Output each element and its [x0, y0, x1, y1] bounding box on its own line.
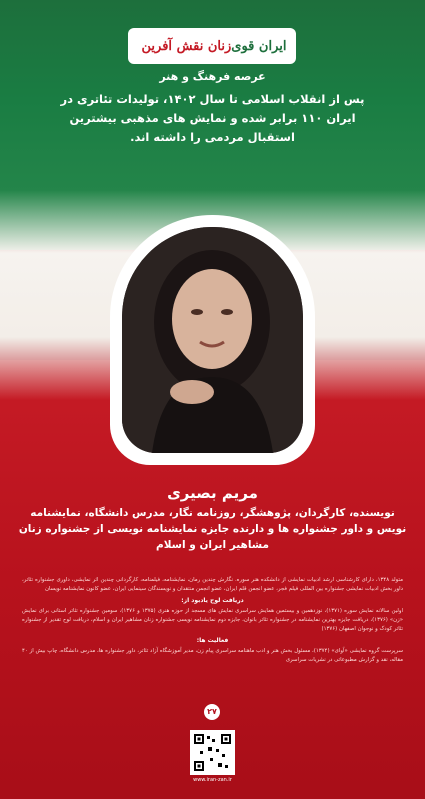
lead-text: پس از انقلاب اسلامی تا سال ۱۴۰۲، تولیدات تئاتری در ایران ۱۱۰ برابر شده و نمایش های مذهبی بیشترین استقبال مردمی را داشته اند.	[60, 92, 365, 144]
logo	[128, 28, 296, 64]
bio-awards: اولین سالانه نمایش سوره (۱۳۷۱)، نوزدهمین و بیستمین همایش سراسری نمایش های مسجد از حوزه هنری (۱۳۷۵ و ۱۳۷۶)، سومین جشنواره تئاتر استانی برای نمایش «زن» (۱۳۷۶)، دریافت جایزه بهترین نمایشنامه در جشنواره تئاتر بانوان، جایزه دوم نمایشنامه نویسی جشنواره زنان مشاهیر ایران و اسلام، دریافت لوح تقدیر از جشنواره تئاتر کودک و نوجوان اصفهان (۱۳۷۶)	[22, 608, 403, 632]
page-number: ۲۷	[204, 704, 220, 720]
bio-activities-title: فعالیت ها:	[196, 637, 229, 644]
qr-icon	[194, 734, 231, 771]
portrait-icon	[122, 227, 303, 453]
qr-url: www.iran-zan.ir	[193, 777, 232, 783]
section-title: عرصه فرهنگ و هنر	[159, 70, 266, 83]
logo-main: ایران قوی	[231, 38, 287, 54]
person-name: مریم بصیری	[167, 484, 258, 502]
qr-code[interactable]	[190, 730, 235, 775]
bio-awards-title: دریافت لوح یادبود از:	[181, 597, 244, 604]
person-tagline: نویسنده، کارگردان، پژوهشگر، روزنامه نگار، مدرس دانشگاه، نمایشنامه نویس و داور جشنواره ها و دارنده جایزه نمایشنامه نویسی از جشنواره زنان مشاهیر ایران و اسلام	[18, 507, 407, 551]
portrait-photo	[122, 227, 303, 453]
bio-activities: سرپرست گروه نمایشی «آوای» (۱۳۷۴)، مسئول بخش هنر و ادب ماهنامه سراسری پیام زن، مدیر آموزشگاه آزاد تئاتر، داور جشنواره ها، مدرس دانشگاه، چاپ بیش از ۴۰ مقاله، نقد و گزارش مطبوعاتی در نشریات سراسری	[22, 648, 403, 663]
portrait-frame	[110, 215, 315, 465]
bio-intro: متولد ۱۳۴۸، دارای کارشناسی ارشد ادبیات نمایشی از دانشکده هنر سوره. نگارش چندین رمان، نمایشنامه، فیلمنامه، کارگردانی چندین اثر نمایشی، داوری جشنواره تئاتر، داور بخش ادبیات نمایشی جشنواره بین المللی فیلم فجر، عضو انجمن قلم ایران، عضو انجمن منتقدان و نویسندگان سینمایی ایران، عضو کانون نمایشنامه نویسان	[22, 577, 403, 592]
bio	[22, 576, 403, 665]
logo-sub: زنان نقش آفرین	[141, 38, 232, 54]
